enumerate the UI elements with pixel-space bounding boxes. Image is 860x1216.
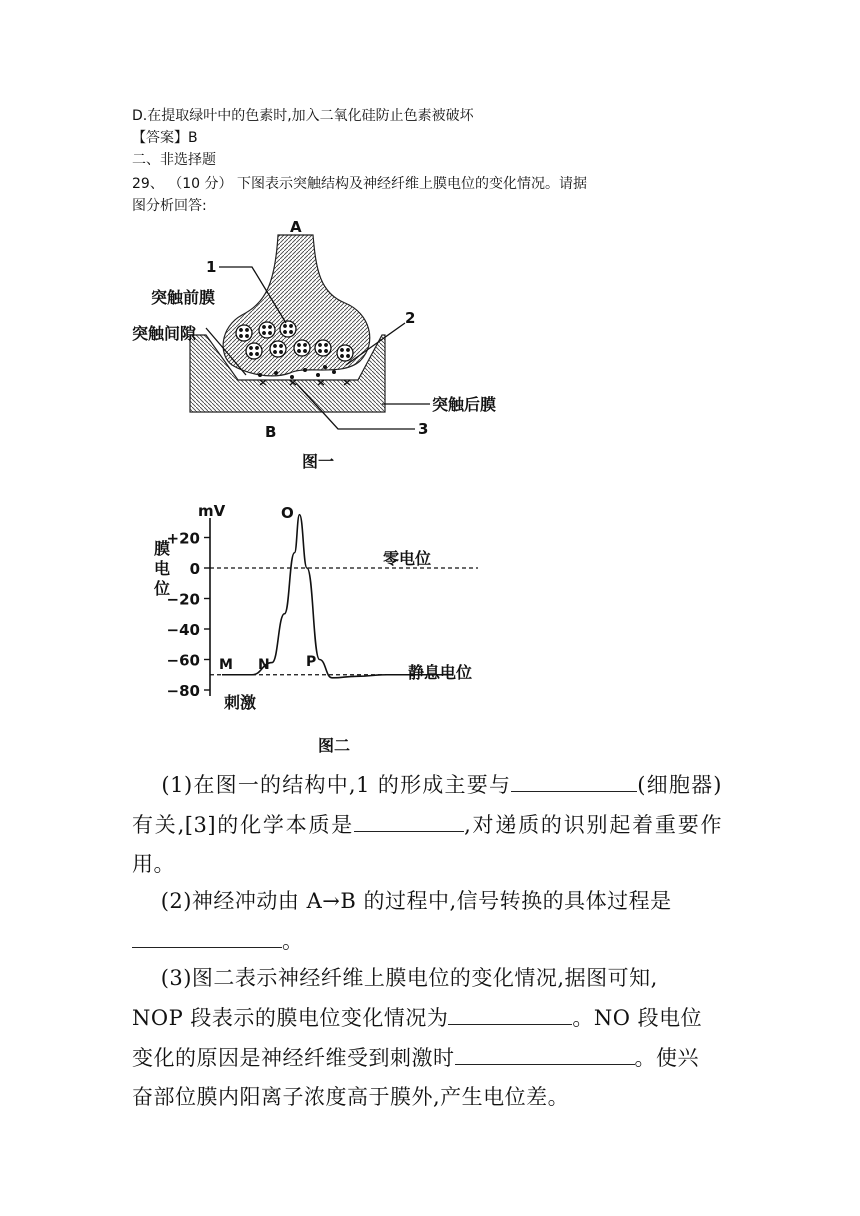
answer-blank-receptor[interactable] bbox=[354, 805, 464, 832]
label-a: A bbox=[290, 218, 302, 236]
q1-text-d: ,对递质的识别起着 bbox=[464, 813, 655, 837]
ylabel-char-3: 位 bbox=[154, 579, 171, 598]
q1-text-b: (细 bbox=[637, 773, 669, 797]
ylabel-char-1: 膜 bbox=[154, 539, 171, 558]
y-ticks bbox=[167, 530, 210, 701]
synapse-diagram bbox=[120, 215, 540, 480]
stimulus-label: 刺激 bbox=[224, 693, 257, 712]
q3-text-e: 。使兴 bbox=[634, 1046, 699, 1070]
potential-chart bbox=[140, 498, 500, 760]
zero-potential-label: 零电位 bbox=[383, 549, 432, 568]
label-2: 2 bbox=[405, 309, 416, 327]
y-tick-label: +20 bbox=[166, 529, 200, 548]
y-tick-label: −60 bbox=[166, 651, 200, 670]
q3-text-f: 奋部位膜内阳离子浓度高于膜外,产生电位差。 bbox=[132, 1085, 570, 1109]
answer-blank-organelle[interactable] bbox=[511, 765, 637, 792]
question-intro-2: 图分析回答: bbox=[132, 198, 207, 214]
q1-text-e: 重要作用。 bbox=[132, 813, 722, 876]
q3-text-a: (3)图二表示神经纤维上膜电位的变化情况,据图可知, bbox=[160, 966, 658, 990]
point-m: M bbox=[219, 657, 233, 673]
answer-blank-signal[interactable] bbox=[132, 921, 282, 948]
answer-blank-no[interactable] bbox=[455, 1038, 635, 1065]
y-tick-label: −80 bbox=[166, 682, 200, 700]
point-n: N bbox=[258, 657, 270, 673]
label-presynaptic: 突触前膜 bbox=[151, 288, 216, 307]
label-1: 1 bbox=[206, 258, 217, 276]
resting-potential-label: 静息电位 bbox=[408, 663, 473, 682]
answer-line: 【答案】B bbox=[132, 130, 198, 146]
question-1 bbox=[132, 765, 722, 884]
q3-text-c: 。NO 段电位 bbox=[572, 1006, 703, 1030]
point-p: P bbox=[306, 654, 317, 670]
question-2 bbox=[132, 882, 722, 961]
label-3: 3 bbox=[418, 420, 429, 438]
action-potential-curve bbox=[222, 515, 452, 678]
option-d: D.在提取绿叶中的色素时,加入二氧化硅防止色素被破坏 bbox=[132, 108, 474, 124]
q1-text-c: 胞器)有关,[3]的化学本质是 bbox=[132, 773, 722, 837]
q3-text-d: 变化的原因是神经纤维受到刺激时 bbox=[132, 1046, 455, 1070]
label-b: B bbox=[265, 423, 277, 441]
q2-text-a: (2)神经冲动由 A→B 的过程中,信号转换的具体过程是 bbox=[160, 889, 672, 913]
y-tick-label: −40 bbox=[166, 621, 200, 639]
y-tick-label: −20 bbox=[166, 590, 200, 609]
q2-text-end: 。 bbox=[282, 929, 304, 953]
point-o: O bbox=[281, 504, 294, 522]
figure1-caption: 图一 bbox=[302, 452, 335, 471]
question-3 bbox=[132, 959, 722, 1117]
answer-blank-nop[interactable] bbox=[448, 998, 572, 1025]
label-postsynaptic: 突触后膜 bbox=[432, 395, 497, 414]
y-tick-label: 0 bbox=[189, 560, 200, 578]
figure2-caption: 图二 bbox=[318, 736, 351, 755]
section-title: 二、非选择题 bbox=[132, 152, 216, 168]
q3-text-b: NOP 段表示的膜电位变化情况为 bbox=[132, 1006, 449, 1030]
label-cleft: 突触间隙 bbox=[132, 324, 197, 343]
y-unit: mV bbox=[198, 502, 226, 520]
q1-text-a: (1)在图一的结构中,1 的形成主要与 bbox=[161, 773, 512, 797]
question-intro: 29、 （10 分） 下图表示突触结构及神经纤维上膜电位的变化情况。请据 bbox=[132, 176, 587, 192]
ylabel-char-2: 电 bbox=[154, 559, 171, 578]
